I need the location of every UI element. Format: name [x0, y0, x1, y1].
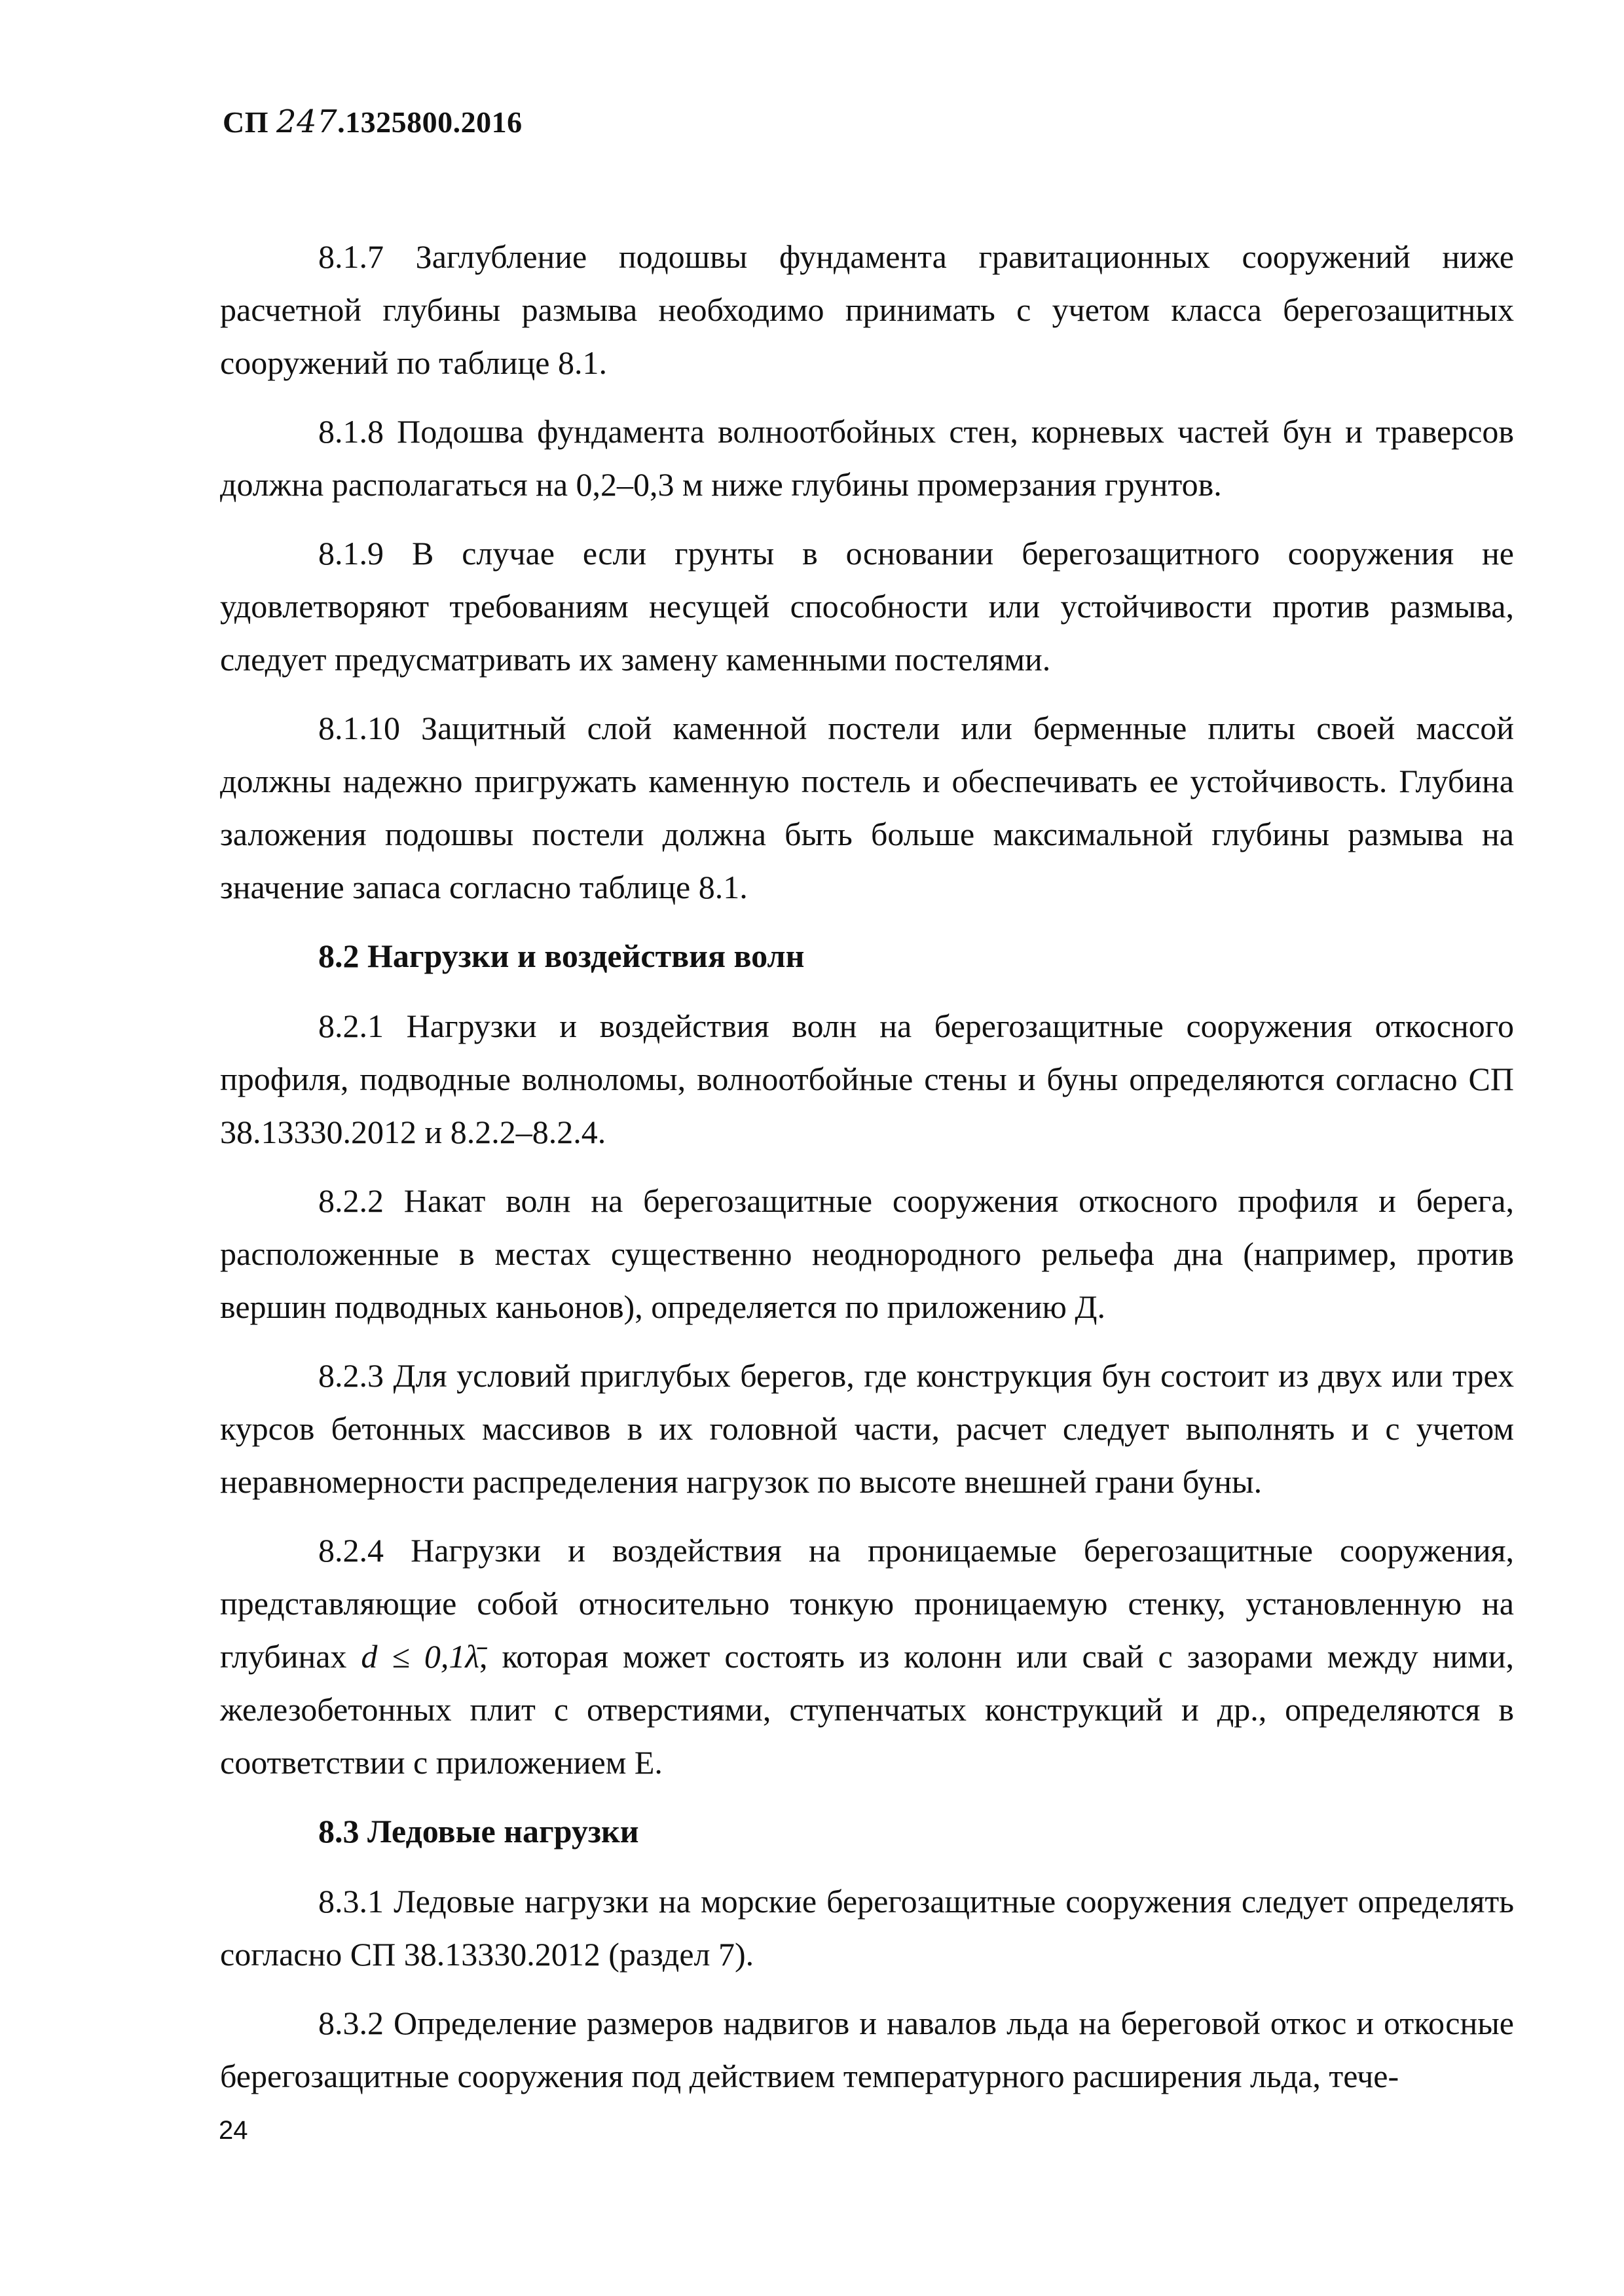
- header-suffix: .1325800.2016: [337, 105, 523, 139]
- page-number: 24: [219, 2116, 248, 2145]
- document-header: [223, 103, 523, 140]
- handwritten-document-number: 247: [276, 103, 338, 140]
- paragraph-8-2-4: [220, 1524, 1514, 1789]
- paragraph-8-1-7: 8.1.7 Заглубление подошвы фундамента гравитационных сооружений ниже расчетной глубины размыва необходимо принимать с учетом класса берегозащитных сооружений по таблице 8.1.: [220, 238, 1514, 381]
- paragraph-8-2-4-text-start: 8.2.4 Нагрузки и воздействия на проницаемые берегозащитные сооружения, представляющие собой относительно тонкую проницаемую стенку, установленную на глубинах: [220, 1532, 1514, 1675]
- depth-formula: d ≤ 0,1λ̄: [361, 1638, 480, 1675]
- paragraph-8-3-1: 8.3.1 Ледовые нагрузки на морские берегозащитные сооружения следует определять согласно СП 38.13330.2012 (раздел 7).: [220, 1883, 1514, 1973]
- paragraph-8-3-2: 8.3.2 Определение размеров надвигов и навалов льда на береговой откос и откосные берегозащитные сооружения под действием температурного расширения льда, тече-: [220, 2005, 1514, 2094]
- paragraph-8-1-8: 8.1.8 Подошва фундамента волноотбойных стен, корневых частей бун и траверсов должна располагаться на 0,2–0,3 м ниже глубины промерзания грунтов.: [220, 413, 1514, 503]
- paragraph-8-2-1: 8.2.1 Нагрузки и воздействия волн на берегозащитные сооружения откосного профиля, подводные волноломы, волноотбойные стены и буны определяются согласно СП 38.13330.2012 и 8.2.2–8.2.4.: [220, 1008, 1514, 1150]
- paragraph-8-1-9: 8.1.9 В случае если грунты в основании берегозащитного сооружения не удовлетворяют требованиям несущей способности или устойчивости против размыва, следует предусматривать их замену каменными постелями.: [220, 535, 1514, 678]
- section-title-8-2: 8.2 Нагрузки и воздействия волн: [318, 938, 805, 974]
- paragraph-8-2-4-text-end: , которая может состоять из колонн или свай с зазорами между ними, железобетонных плит с отверстиями, ступенчатых конструкций и др., определяются в соответствии с приложением Е.: [220, 1638, 1514, 1781]
- paragraph-8-1-10: 8.1.10 Защитный слой каменной постели или берменные плиты своей массой должны надежно пригружать каменную постель и обеспечивать ее устойчивость. Глубина заложения подошвы постели должна быть больше максимальной глубины размыва на значение запаса согласно таблице 8.1.: [220, 710, 1514, 905]
- document-body: [220, 230, 1514, 2119]
- paragraph-8-2-2: 8.2.2 Накат волн на берегозащитные сооружения откосного профиля и берега, расположенные в местах существенно неоднородного рельефа дна (например, против вершин подводных каньонов), определяется по приложению Д.: [220, 1182, 1514, 1325]
- section-title-8-3: 8.3 Ледовые нагрузки: [318, 1813, 639, 1850]
- header-prefix: СП: [223, 105, 276, 139]
- paragraph-8-2-3: 8.2.3 Для условий приглубых берегов, где конструкция бун состоит из двух или трех курсов бетонных массивов в их головной части, расчет следует выполнять и с учетом неравномерности распределения нагрузок по высоте внешней грани буны.: [220, 1357, 1514, 1500]
